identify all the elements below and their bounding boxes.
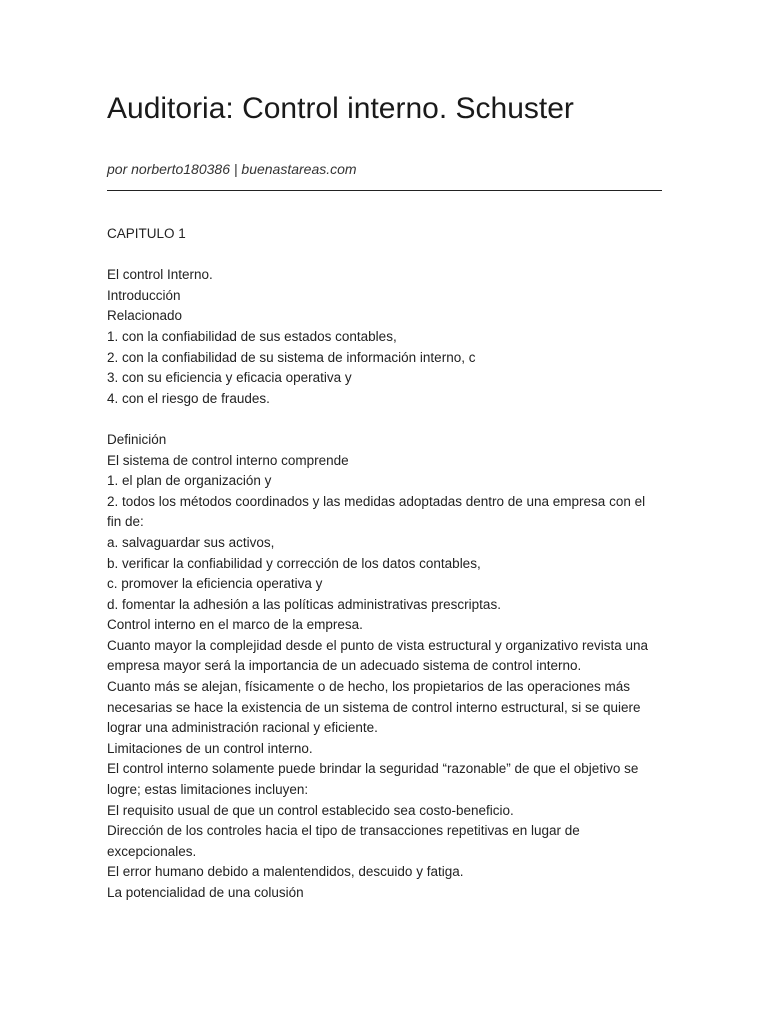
document-byline: por norberto180386 | buenastareas.com [107, 161, 357, 177]
text-line: El sistema de control interno comprende [107, 452, 349, 468]
text-line: Introducción [107, 287, 181, 303]
text-line: logre; estas limitaciones incluyen: [107, 782, 309, 798]
text-line: a. salvaguardar sus activos, [107, 534, 275, 550]
text-line: empresa mayor será la importancia de un adecuado sistema de control interno. [107, 658, 582, 674]
text-line: Cuanto más se alejan, físicamente o de hecho, los propietarios de las operaciones más [107, 679, 631, 695]
title-divider [107, 190, 662, 191]
document-body [107, 224, 662, 904]
text-line: b. verificar la confiabilidad y corrección de los datos contables, [107, 555, 481, 571]
text-line: 3. con su eficiencia y eficacia operativa y [107, 370, 352, 386]
text-line: La potencialidad de una colusión [107, 885, 304, 900]
text-line: 1. el plan de organización y [107, 473, 272, 489]
text-line: El control Interno. [107, 267, 213, 283]
text-line: El requisito usual de que un control establecido sea costo-beneficio. [107, 802, 514, 818]
text-line: Control interno en el marco de la empresa. [107, 617, 363, 633]
text-line: Relacionado [107, 308, 183, 324]
text-line: Cuanto mayor la complejidad desde el punto de vista estructural y organizativo revista una [107, 637, 649, 653]
text-line: 2. todos los métodos coordinados y las medidas adoptadas dentro de una empresa con el [107, 493, 646, 509]
blank-line [107, 409, 662, 430]
text-line: c. promover la eficiencia operativa y [107, 576, 323, 592]
text-line: excepcionales. [107, 843, 197, 859]
text-line: d. fomentar la adhesión a las políticas administrativas prescriptas. [107, 596, 501, 612]
text-line: CAPITULO 1 [107, 226, 186, 241]
text-line: lograr una administración racional y eficiente. [107, 720, 378, 736]
text-line: El control interno solamente puede brindar la seguridad “razonable” de que el objetivo se [107, 761, 639, 777]
text-line: El error humano debido a malentendidos, descuido y fatiga. [107, 864, 464, 880]
text-line: necesarias se hace la existencia de un sistema de control interno estructural, si se quiere [107, 699, 641, 715]
document-title: Auditoria: Control interno. Schuster [107, 92, 574, 125]
text-line: 2. con la confiabilidad de su sistema de información interno, c [107, 349, 476, 365]
text-line: 1. con la confiabilidad de sus estados contables, [107, 328, 397, 344]
text-line: Definición [107, 431, 167, 447]
blank-line [107, 245, 662, 266]
text-line: fin de: [107, 514, 144, 530]
text-line: 4. con el riesgo de fraudes. [107, 390, 270, 406]
text-line: Dirección de los controles hacia el tipo de transacciones repetitivas en lugar de [107, 823, 580, 839]
text-line: Limitaciones de un control interno. [107, 740, 313, 756]
